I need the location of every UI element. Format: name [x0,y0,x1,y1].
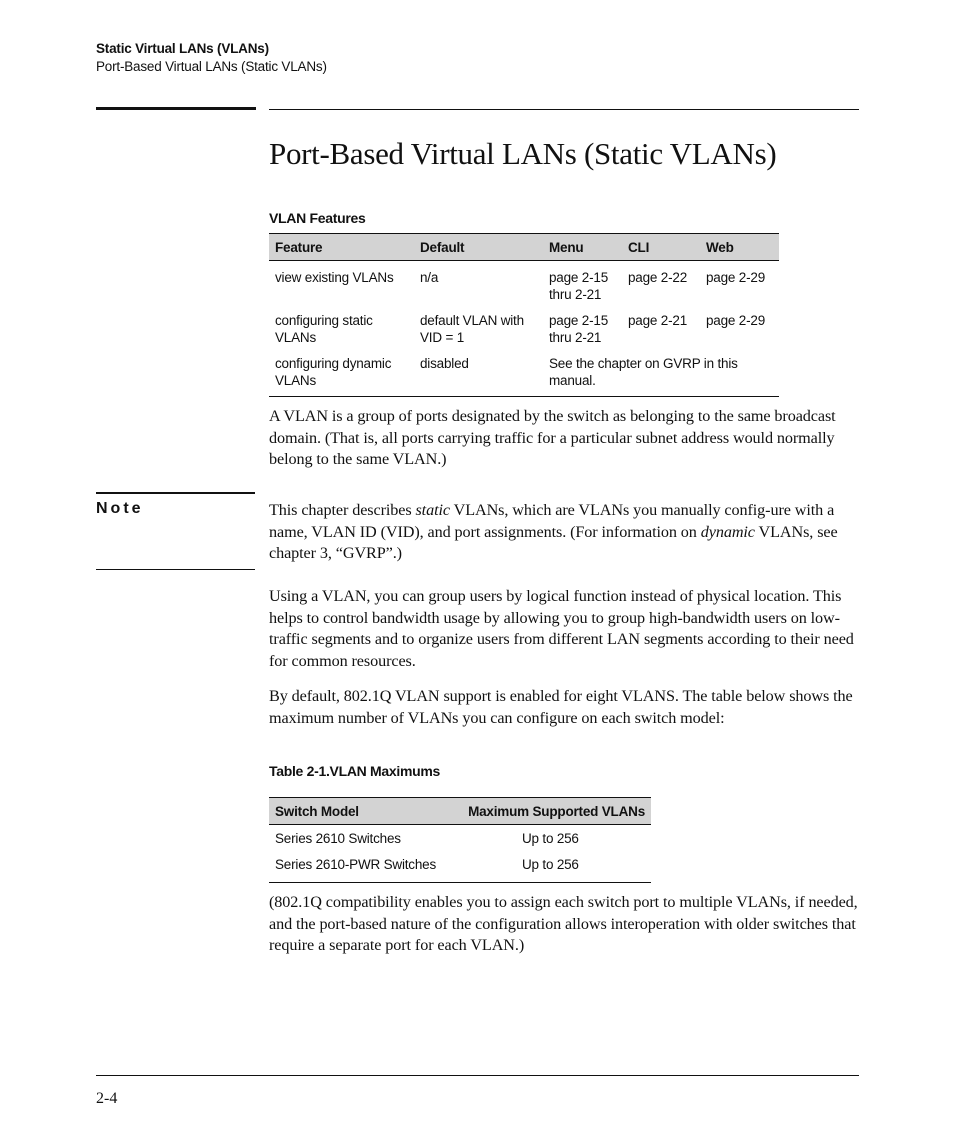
column-header: Feature [269,234,414,261]
table-row [269,304,779,347]
table-cell: Series 2610 Switches [275,831,401,846]
note-text-part: VLANs, see chapter 3, “GVRP”.) [269,522,838,562]
table-row [269,347,779,397]
table-cell: Series 2610-PWR Switches [269,851,451,883]
paragraph-default-support: By default, 802.1Q VLAN support is enabled for eight VLANS. The table below shows the maximum number of VLANs you can configure on each switch model: [269,687,853,727]
note-text-part: VLANs, which are VLANs you manually config-ure with a name, VLAN ID (VID), and port assignments. (For information on [269,501,835,541]
table-cell: disabled [414,347,543,397]
features-table-caption: VLAN Features [269,210,366,226]
paragraph-compatibility: (802.1Q compatibility enables you to assign each switch port to multiple VLANs, if needed, and the port-based nature of the configuration allows interoperation with older switches that require a separate port for each VLAN.) [269,893,858,954]
running-header-section: Port-Based Virtual LANs (Static VLANs) [96,59,327,74]
table-cell: n/a [420,270,439,285]
table-cell: default VLAN with VID = 1 [420,313,524,345]
column-header: Menu [543,234,622,261]
note-text [269,500,861,565]
page-number: 2-4 [96,1090,118,1107]
note-rule-bottom [96,569,255,570]
table-cell: Up to 256 [522,831,579,846]
vlan-features-table [269,233,779,397]
table-cell: page 2-29 [706,313,766,328]
table-cell: page 2-22 [628,270,688,285]
header-rule-thin [269,109,859,110]
vlan-maximums-table [269,797,651,883]
running-header-chapter: Static Virtual LANs (VLANs) [96,41,269,56]
column-header: CLI [622,234,700,261]
note-label: Note [96,500,144,517]
table-row [269,825,651,852]
table-cell: page 2-21 [628,313,688,328]
table-cell: view existing VLANs [275,270,394,285]
paragraph-vlan-definition: A VLAN is a group of ports designated by the switch as belonging to the same broadcast domain. (That is, all ports carrying traffic for a particular subnet address would normally belong to the same VLAN.) [269,407,836,468]
paragraph-vlan-usage: Using a VLAN, you can group users by logical function instead of physical location. This helps to control bandwidth usage by allowing you to group high-bandwidth users on low-traffic segments and to organize users from different LAN segments according to their need for common resources. [269,587,854,670]
max-table-caption: Table 2-1.VLAN Maximums [269,763,440,779]
table-row [269,261,779,305]
note-emphasis-dynamic: dynamic [700,522,755,541]
table-cell: page 2-29 [706,270,766,285]
table-header-row [269,798,651,825]
header-rule-thick [96,107,256,110]
footer-rule [96,1075,859,1076]
table-cell-span: See the chapter on GVRP in this manual. [543,347,779,397]
column-header: Default [414,234,543,261]
table-cell: configuring dynamic VLANs [269,347,414,397]
column-header: Switch Model [269,798,451,825]
note-emphasis-static: static [415,501,450,519]
column-header: Maximum Supported VLANs [451,798,651,825]
page-title: Port-Based Virtual LANs (Static VLANs) [269,136,777,171]
table-cell: page 2-15 thru 2-21 [549,270,609,302]
table-cell: page 2-15 thru 2-21 [549,313,609,345]
note-rule-top [96,492,255,494]
note-text-part: This chapter describes [269,501,416,519]
table-row [269,851,651,883]
table-cell: configuring static VLANs [275,313,373,345]
table-header-row [269,234,779,261]
table-cell: Up to 256 [451,851,651,883]
column-header: Web [700,234,779,261]
